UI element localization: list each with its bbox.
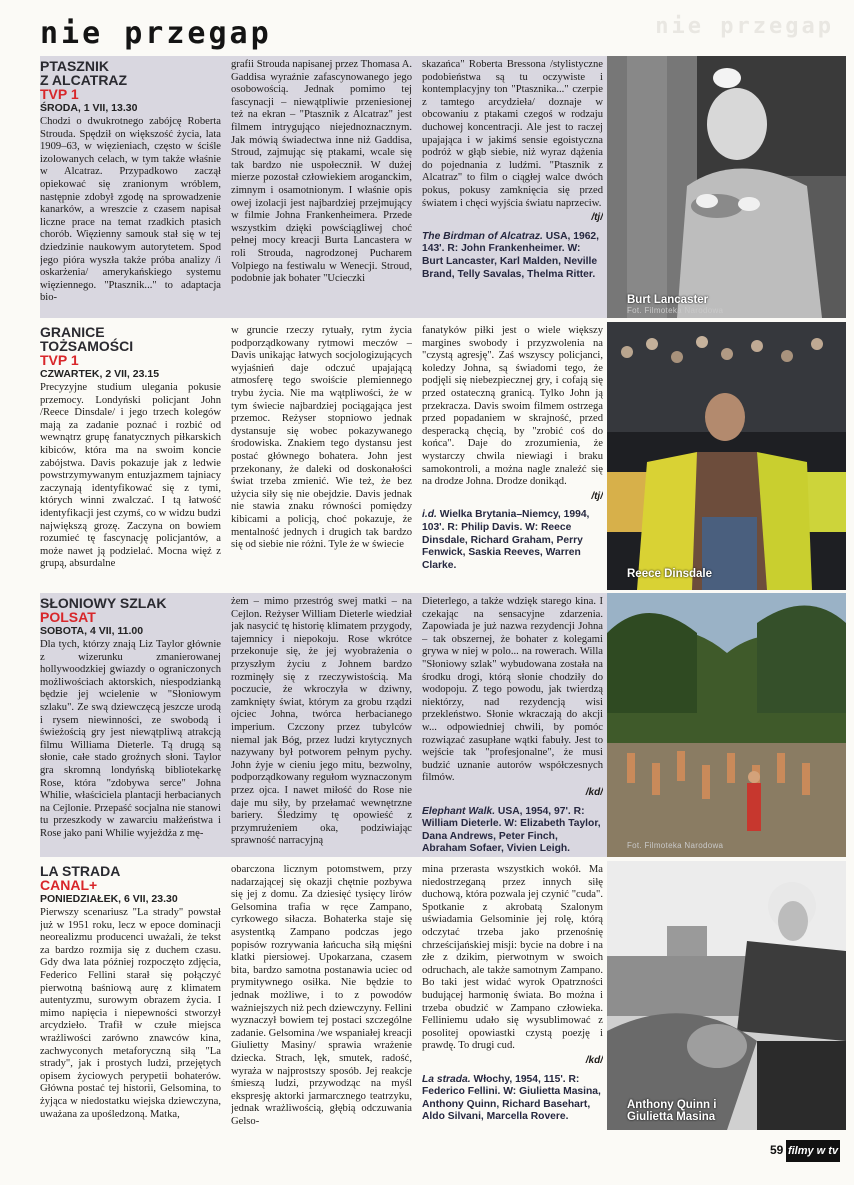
article-text: Dieterlego, a także wdzięk starego kina. I czekając na sensacyjne zdarzenia. Zapowiada je już nazwa rezydencji Johna – tak obszernej, że bohater z kolegami grywa w niej w polo... na rowerach. Willa "Słoniowy szlak" wybudowana została na środku drogi, którą słonie chodziły do wodopoju. Z tego powodu, jak twierdzą niektórzy, nad rezydencją wisi przekleństwo. Słonie wkraczają do akcji w... odpowiedniej chwili, by pomóc rozwiązać zasupłane wątki fabuły. Jest to wejście tak "profesjonalne", że musi budzić uznanie autorów współczesnych filmów. [422,596,603,784]
masthead [0,0,854,56]
article-column-2 [231,59,412,318]
airtime: PONIEDZIAŁEK, 6 VII, 23.30 [40,893,178,905]
channel-name: TVP 1 [40,86,79,102]
article-columns [40,56,603,318]
photo-illustration [607,322,846,590]
photo-burt-lancaster [607,56,846,318]
article-text: grafii Strouda napisanej przez Thomasa A. Gaddisa wyraźnie zafascynowanego jego osobowością. Jednak pomimo tej fascynacji – niewątpliwie przeniesionej też na ekran – "Ptasznik z Alcatraz" jest filmem intrygująco niejednoznacznym. Jak mówią świadectwa inne niż Gaddisa, Stroud, zajmując się ptakami, wcale się tak bardzo nie uspołecznił. W dużej mierze pozostał człowiekiem aroganckim, zimnym i osamotnionym. I właśnie opis owej izolacji jest najbardziej przejmujący w filmie Johna Frankenheimera. Przede wszystkim dzięki powściągliwej choć pełnej mocy kreacji Burta Lancastera w roli Strouda, nagrodzonej Pucharem Volpiego na festiwalu w Wenecji. Stroud, podobnie jak bohater "Ucieczki [231,59,412,285]
author-signature: /tj/ [591,490,603,502]
article-text: obarczona licznym potomstwem, przy nadarzającej się okazji chętnie pozbywa się jej z domu. Za dziesięć tysięcy lirów Gelsomina trafia w ręce Zampano, cyrkowego siłacza. Bohaterka staje się asystentką Zampano podczas jego popisów rozrywania łańcucha siłą mięśni klatki piersiowej. Upokarzana, czasem bita, bardzo samotna postanawia uciec od prymitywnego osiłka. Nie będzie to jednak możliwe, i to z powodów ważniejszych niż pech dziewczyny. Fellini wyznaczył bowiem tej postaci szczególne zadanie. Gelsomina /we wspaniałej kreacji Giulietty Masiny/ sprawia wrażenie dziecka. Strach, lęk, smutek, radość, wyraża w najprostszy sposób. Jej reakcje śmieszą ludzi, przywodząc na myśl ekspresję aktorki jarmarcznego teatrzyku, jednak wrażliwością, głębią odczuwania Gelso- [231,864,412,1127]
article-text: w gruncie rzeczy rytuały, rytm życia podporządkowany rytmowi meczów – Davis unikając łatwych socjologizujących wyjaśnień daje odczuć upajającą atmosferę tego swoiście plemiennego trybu życia. Nie ma wątpliwości, że w tym świecie najbardziej pociągająca jest przemoc. Reżyser stopniowo jednak dystansuje się wobec pokazywanego środowiska. Znakiem tego dystansu jest postać głównego bohatera. John jest przekonany, że daleki od doskonałości świat trzeba zmienić. Wie też, że bez użycia siły się nie obejdzie. Davis jednak nie stawia znaku równości pomiędzy kibicami a policją, choć pokazuje, że mentalność jednych i drugich tak bardzo się od siebie nie różni. Tyle że w świecie [231,325,412,551]
article-column-2 [231,864,412,1130]
film-credits: Elephant Walk. USA, 1954, 97'. R: William Dieterle. W: Elizabeth Taylor, Dana Andrews, Peter Finch, Abraham Sofaer, Vivien Leigh. [422,805,601,855]
photo-caption: Burt Lancaster [627,294,709,306]
photo-illustration [607,593,846,857]
article-text: mina przerasta wszystkich wokół. Ma niedostrzeganą przez innych siłę duchową, która pozwala jej czynić "cuda". Spotkanie z akrobatą Szalonym uświadamia Gelsominie jej rolę, którą odczytać trzeba jako przenośnię chrześcijańskiej misji: bycie na dobre i na złe z dzikim, pierwotnym w swoich odruchach, ale także samotnym Zampano. Bo taki jest widać wyrok Opatrzności budującej harmonię świata. Bo można i trzeba obudzić w Zampano człowieka. Felliniemu udało się wysublimować z posolitej opowiastki czystą poezję i prawdę. To drugi cud. [422,864,603,1052]
film-credits: i.d. Wielka Brytania–Niemcy, 1994, 103'. R: Philip Davis. W: Reece Dinsdale, Richard Graham, Perry Fenwick, Saskia Reeves, Warren Clarke. [422,509,590,571]
article-text: fanatyków piłki jest o wiele większy margines swobody i przyzwolenia na "czystą agresję". Zaś wszyscy policjanci, koledzy Johna, są świadomi tego, że podjęli się niebezpiecznej gry, i cofają się przed ostateczną granicą. Tylko John ją przekracza. Davis swoim filmem ostrzega przed popadaniem w skrajność, przed desperacką chęcią, by "zrobić coś do końca". Daje do zrozumienia, że wystarczy chwila niewiagi i braku samokontroli, a można nagle znaleźć się na drodze Johna. Drodze donikąd. [422,325,603,488]
page-footer [0,1140,854,1170]
section-title-ghost: nie przegap [655,14,834,39]
article-column-1 [40,59,221,318]
article-ptasznik [40,56,846,318]
channel-name: POLSAT [40,609,96,625]
article-column-1 [40,864,221,1130]
article-title: SŁONIOWY SZLAK [40,596,167,611]
article-column-1 [40,325,221,590]
article-column-3 [422,325,603,590]
photo-illustration [607,861,846,1130]
airtime: SOBOTA, 4 VII, 11.00 [40,625,144,637]
article-columns [40,593,603,857]
photo-caption: Reece Dinsdale [627,568,713,580]
article-sloniowy-szlak [40,593,846,857]
photo-caption: Anthony Quinn i Giulietta Masina [627,1099,717,1123]
author-signature: /tj/ [591,212,603,224]
article-columns [40,861,603,1130]
airtime: ŚRODA, 1 VII, 13.30 [40,102,138,114]
article-title: LA STRADA [40,864,121,879]
article-column-1 [40,596,221,857]
magazine-logo: filmy w tv [786,1140,840,1162]
article-text: Dla tych, którzy znają Liz Taylor głównie z wizerunku zmanierowanej hollywoodzkiej gwiazdy o ograniczonych możliwościach aktorskich, niespodzianką będzie jej wcielenie w "Słoniowym szlaku". Ze swą dziewczęcą jeszcze urodą i rysem niewinności, ze swobodą i świeżością gry jest niewątpliwą atrakcją filmu Williama Dieterle. Tą drugą są słonie, całe stado groźnych słoni. Taylor gra skromną londyńską bibliotekarkę Rose, która "zdobywa serce" Johna Whilie, właściciela plantacji herbacianych na Cejlonie. Przepaść socjalna nie stanowi tu przeszkody w zawarciu małżeństwa i Rose jako pani Whilie wyjeżdża z mę- [40,639,221,839]
article-column-2 [231,325,412,590]
author-signature: /kd/ [585,786,603,798]
section-title: nie przegap [40,16,272,51]
film-credits: The Birdman of Alcatraz. USA, 1962, 143'. R: John Frankenheimer. W: Burt Lancaster, Karl Malden, Neville Brand, Telly Savalas, Thelma Ritter. [422,230,600,280]
article-text: żem – mimo przestróg swej matki – na Cejlon. Reżyser William Dieterle wiedział jak nasycić tę historię klimatem przygody, tajemnicy i niepokoju. Rose wkrótce przekonuje się, że jej wyobrażenia o przyszłym życiu z Johnem bardzo rozminęły się z rzeczywistością. Ma poczucie, że wkroczyła w dziwny, zamknięty świat, którym za grobu rządzi ojciec Johna, twórca herbacianego imperium. Czczony przez tubylców niemal jak Bóg, przez ludzi krytycznych nazywany był potworem pełnym pychy. John żyje w cieniu jego mitu, bezwolny, podporządkowany regułom wyznaczonym przez ojca. I nawet miłość do Rose nie daje mu siły, by przełamać wewnętrzne bariery. Śledzimy tę opowieść z przymrużeniem oka, podziwiając sprawność narracyjną [231,596,412,847]
photo-reece-dinsdale [607,322,846,590]
article-text: Chodzi o dwukrotnego zabójcę Roberta Strouda. Spędził on większość życia, lata 1909–63, w więzieniach, często w ściśle izolowanych celach, w tym także właśnie w Alcatraz. Przypadkowo zaczął opiekować się zranionym wróblem, następnie zdobył zgodę na sprowadzenie kanarków, a wreszcie z czasem napisał liczne prace na temat rzadkich ptasich chorób. Więzienny samouk stał się w tej dziedzinie naukowym autorytetem. Spod jego pióra wyszła także próba analizy /i oskarżenia/ amerykańskiego systemu więziennego. "Ptasznik..." to adaptacja bio- [40,116,221,304]
photo-credit: Fot. Filmoteka Narodowa [627,306,724,315]
photo-elephant-walk [607,593,846,857]
article-text: Pierwszy scenariusz "La strady" powstał już w 1951 roku, lecz w epoce dominacji neorealizmu producenci uważali, że tekst za bardzo rozmija się z duchem czasu. Gdy dwa lata później rozpoczęto zdjęcia, Federico Fellini starał się połączyć pierwotną baśniową aurę z klimatem autentyzmu, surowym obrazem życia. I mimo napięcia i niepewności stworzył arcydzieło. Trafił w czułe miejsca wrażliwości zarówno znawców kina, zachwyconych metaforyczną siłą "La strady", jak i prostych ludzi, przejętych opisem życiowych perypetii bohaterów. Główna postać tej historii, Gelsomina, to żyjąca w niedostatku wiejska dziewczyna, uważana za upośledzoną. Matka, [40,907,221,1120]
photo-illustration [607,56,846,318]
article-text: skazańca" Roberta Bressona /stylistyczne podobieństwa są tu oczywiste i kontemplacyjny ton "Ptasznika..." czerpie z tamtego arcydzieła/ doznaje w obcowaniu z ptakami czegoś w rodzaju duchowej koncentracji. Ale jest to raczej upajająca i w jakimś sensie egoistyczna podróż w głąb siebie, niż wyraz dążenia do pojednania z ludźmi. "Ptasznik z Alcatraz" to film o ciągłej walce dwóch pokus, pokusy zamknięcia się przed światem i chęci wyjścia światu naprzeciw. [422,59,603,209]
article-columns [40,322,603,590]
channel-name: CANAL+ [40,877,98,893]
article-text: Precyzyjne studium ulegania pokusie przemocy. Londyński policjant John /Reece Dinsdale/ i jego trzech kolegów mają za zadanie poznać i rozbić od wewnątrz grupę fanatycznych piłkarskich kibiców, która ma na swoim koncie zabójstwa. Davis pokazuje jak z ledwie powstrzymywanym entuzjazmem tajniacy zaczynają identyfikować się z tymi, których winni zwalczać. I tą łatwość identyfikacji jest czymś, co w widzu budzi największą grozę. Zaczyna on bowiem rozumieć tę fascynację policjantów, a może nawet ją podzielać. Mocna więź z grupą, absurdalne [40,382,221,570]
airtime: CZWARTEK, 2 VII, 23.15 [40,368,160,380]
photo-credit: Fot. Filmoteka Narodowa [627,841,724,850]
article-title: GRANICE TOŻSAMOŚCI [40,325,134,354]
author-signature: /kd/ [585,1054,603,1066]
article-column-3 [422,59,603,318]
channel-name: TVP 1 [40,352,79,368]
article-column-2 [231,596,412,857]
article-column-3 [422,864,603,1130]
article-la-strada [40,861,846,1130]
article-title: PTASZNIK Z ALCATRAZ [40,59,128,88]
article-granice [40,322,846,590]
photo-la-strada [607,861,846,1130]
article-column-3 [422,596,603,857]
page-number: 59 [770,1143,784,1157]
film-credits: La strada. Włochy, 1954, 115'. R: Federico Fellini. W: Giulietta Masina, Anthony Quinn, Richard Basehart, Aldo Silvani, Marcella Rovere. [422,1073,601,1123]
